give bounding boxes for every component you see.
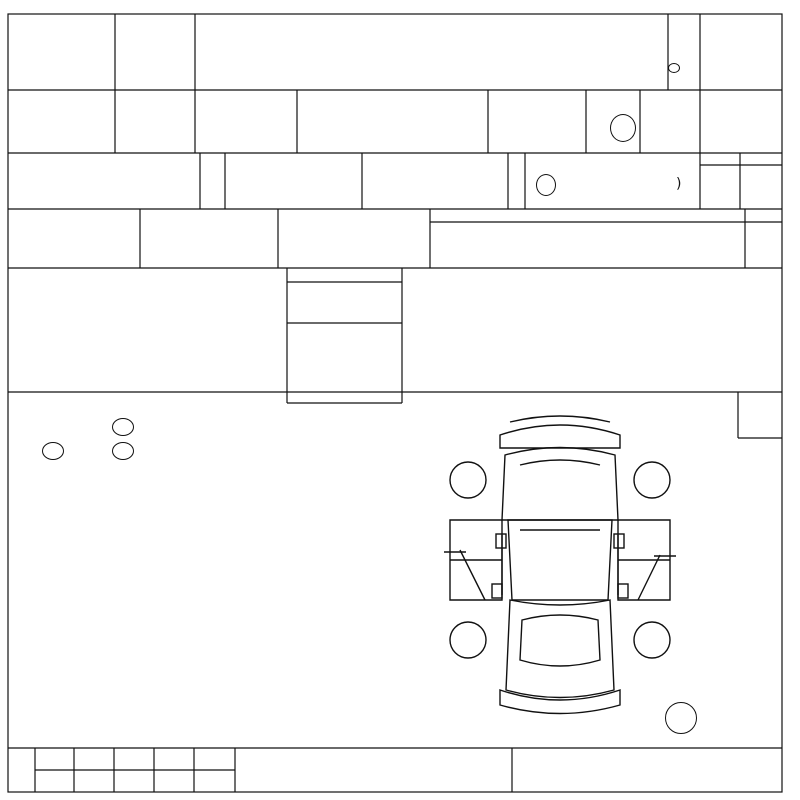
glass-chip-circle	[112, 418, 134, 436]
car-diagram	[430, 410, 690, 740]
interior-scratch-circle	[42, 442, 64, 460]
fuel-g-circle	[536, 174, 556, 196]
drive-4wd	[668, 63, 680, 73]
fuel-close-paren: )	[676, 176, 682, 192]
spare-tire-circle	[665, 702, 697, 734]
interior-dirt-circle	[112, 442, 134, 460]
warranty-none-circle	[610, 114, 636, 142]
